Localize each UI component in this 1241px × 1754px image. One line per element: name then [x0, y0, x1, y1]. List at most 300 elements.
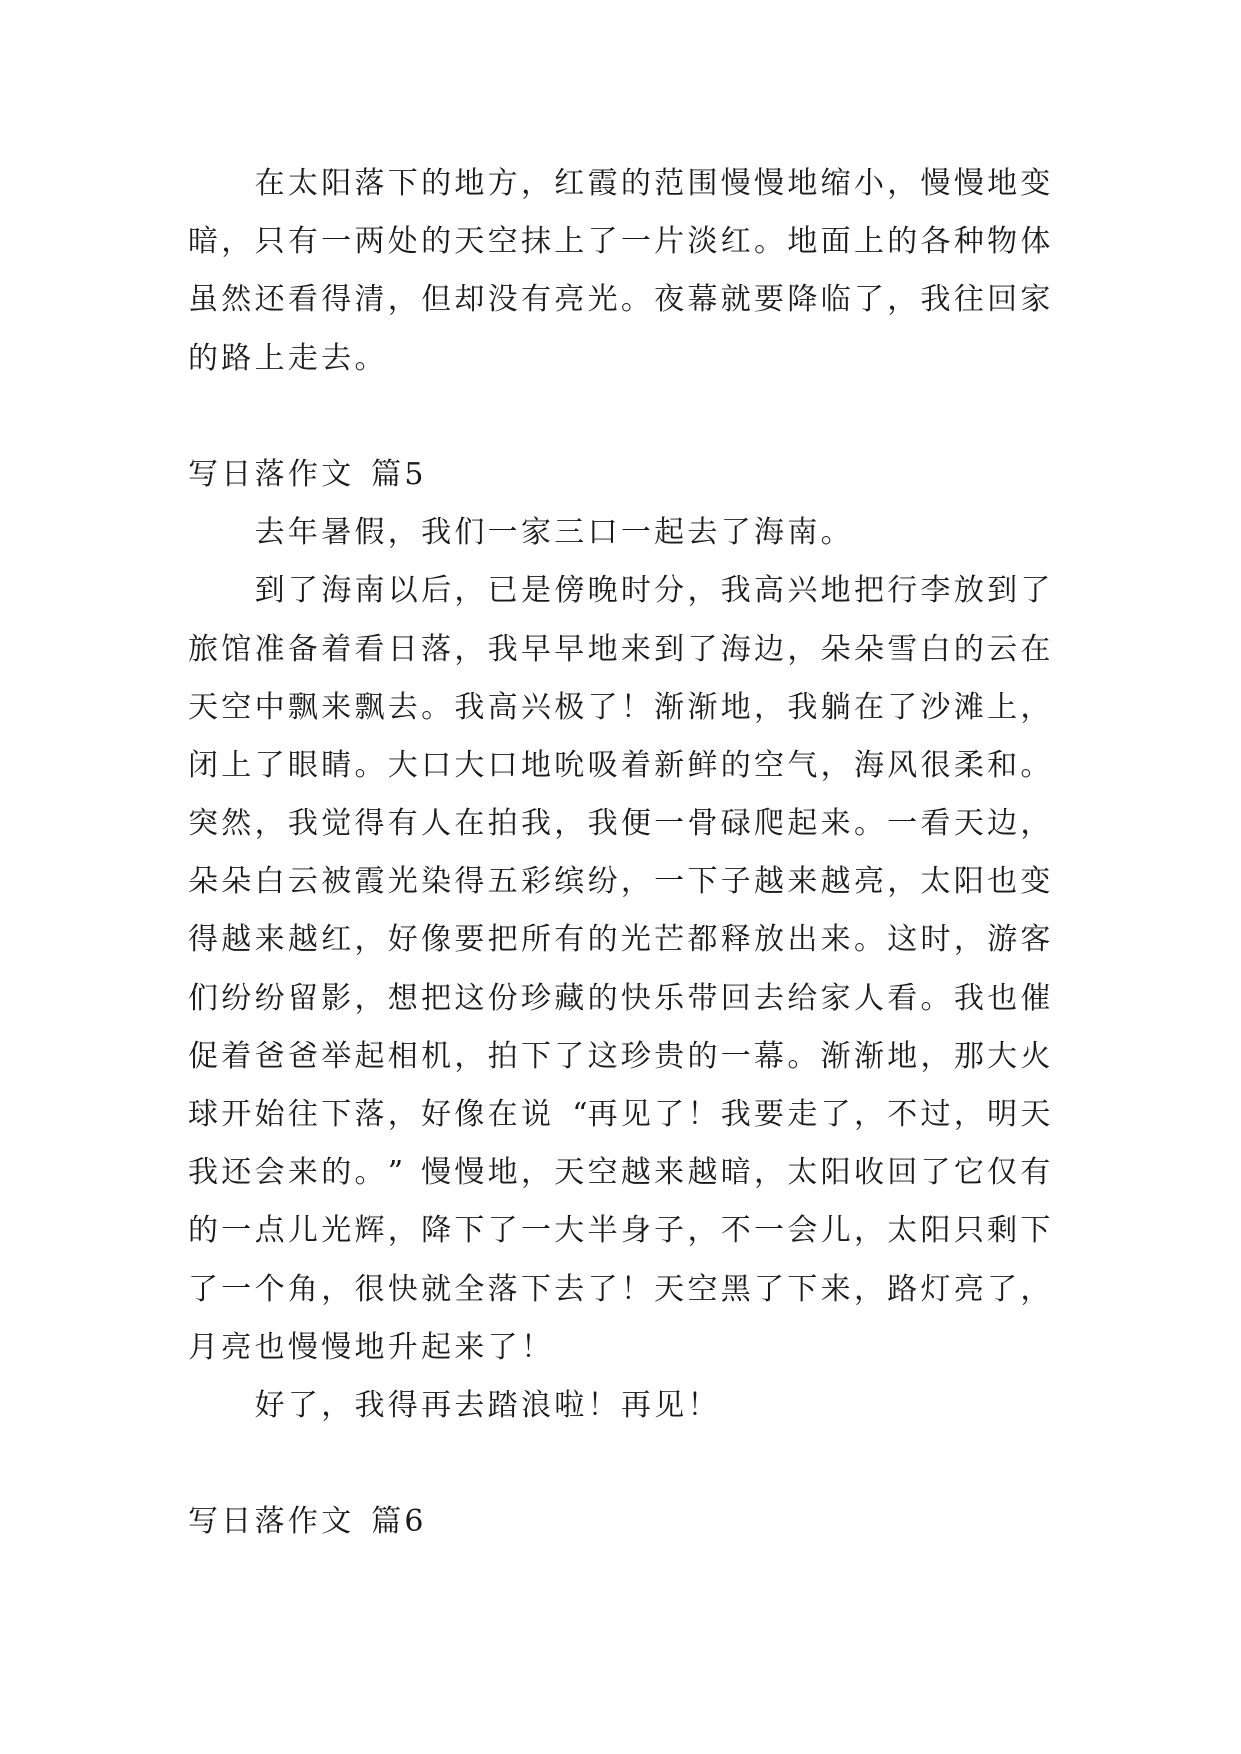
- text-character: 的: [887, 224, 918, 260]
- text-character: 我: [454, 689, 485, 725]
- text-character: 处: [387, 224, 418, 260]
- text-character: 黑: [720, 1271, 751, 1307]
- text-character: 越: [820, 864, 851, 900]
- text-character: 了: [687, 631, 718, 667]
- text-character: 暑: [321, 515, 352, 551]
- text-character: 来: [820, 1271, 851, 1307]
- text-character: 空: [754, 747, 785, 783]
- paragraph-farewell: [188, 1377, 1054, 1435]
- text-character: 一: [887, 806, 918, 842]
- text-character: 傍: [554, 573, 585, 609]
- text-character: 准: [254, 631, 285, 667]
- text-character: 来: [254, 922, 285, 958]
- text-character: 快: [620, 980, 651, 1016]
- text-character: 然: [221, 282, 252, 318]
- text-character: 着: [620, 747, 651, 783]
- text-character: 中: [254, 689, 285, 725]
- text-character: 晚: [587, 573, 618, 609]
- text-character: 下: [1020, 1213, 1051, 1249]
- text-character: 亮: [221, 1329, 252, 1365]
- text-character: 下: [520, 1038, 551, 1074]
- text-character: 贵: [654, 1038, 685, 1074]
- text-character: 幕: [687, 282, 718, 318]
- text-character: 缤: [554, 864, 585, 900]
- text-character: 也: [987, 980, 1018, 1016]
- text-character: 有: [1020, 1155, 1051, 1191]
- text-character: 在: [254, 166, 285, 201]
- text-character: 释: [720, 922, 751, 958]
- text-character: 躺: [820, 689, 851, 725]
- text-character: 再: [620, 1387, 651, 1423]
- text-character: 阳: [820, 1155, 851, 1191]
- text-character: ，: [687, 573, 718, 609]
- text-character: 五: [487, 864, 518, 900]
- text-character: 我: [421, 515, 452, 551]
- text-character: 的: [620, 166, 651, 201]
- text-character: 。: [820, 515, 851, 551]
- text-character: 体: [1020, 224, 1051, 260]
- text-character: 都: [687, 922, 718, 958]
- text-character: 家: [1020, 282, 1051, 318]
- text-character: ，: [687, 1213, 718, 1249]
- text-character: 去: [554, 1271, 585, 1307]
- text-character: 只: [254, 224, 285, 260]
- text-character: 闭: [188, 747, 218, 783]
- text-line: [188, 330, 1054, 388]
- text-character: 想: [387, 980, 418, 1016]
- text-character: 太: [787, 1155, 818, 1191]
- text-character: 起: [354, 1038, 385, 1074]
- text-character: 它: [953, 1155, 984, 1191]
- text-character: 只: [953, 1213, 984, 1249]
- text-character: ，: [254, 806, 285, 842]
- text-character: 突: [188, 806, 218, 842]
- text-line: [188, 1202, 1054, 1260]
- text-character: 回: [987, 282, 1018, 318]
- text-character: 地: [487, 1155, 518, 1191]
- text-character: 的: [188, 1213, 218, 1249]
- text-character: 碌: [720, 806, 751, 842]
- text-character: 然: [221, 806, 252, 842]
- text-character: 临: [820, 282, 851, 318]
- text-character: 这: [454, 980, 485, 1016]
- text-character: ！: [687, 1097, 718, 1132]
- text-character: 红: [720, 224, 751, 260]
- text-character: ！: [520, 1329, 551, 1365]
- text-character: ，: [454, 1038, 485, 1074]
- text-character: 地: [887, 1038, 918, 1074]
- text-character: 白: [920, 631, 951, 667]
- text-character: 变: [1020, 166, 1051, 201]
- text-character: 很: [354, 1271, 385, 1307]
- text-character: 红: [554, 166, 585, 201]
- text-character: 新: [654, 747, 685, 783]
- text-character: 开: [221, 1097, 252, 1132]
- text-character: 我: [587, 806, 618, 842]
- text-character: 降: [421, 1213, 452, 1249]
- text-character: 我: [720, 1097, 751, 1132]
- text-character: 一: [620, 224, 651, 260]
- text-character: 云: [987, 631, 1018, 667]
- text-character: 兴: [787, 573, 818, 609]
- text-character: 篇: [371, 1504, 402, 1540]
- text-character: 小: [853, 166, 884, 201]
- text-character: ，: [853, 1097, 884, 1132]
- text-character: 写: [188, 1504, 218, 1540]
- text-character: 一: [221, 1271, 252, 1307]
- text-character: 海: [321, 573, 352, 609]
- text-character: ，: [920, 1038, 951, 1074]
- text-character: 年: [287, 515, 318, 551]
- text-character: 朵: [221, 864, 252, 900]
- text-character: 放: [953, 573, 984, 609]
- text-character: 上: [987, 689, 1018, 725]
- text-character: 海: [853, 747, 884, 783]
- text-character: 那: [953, 1038, 984, 1074]
- text-character: 海: [720, 631, 751, 667]
- text-character: 种: [953, 224, 984, 260]
- text-character: 家: [520, 515, 551, 551]
- text-character: 去: [321, 340, 352, 376]
- text-character: 的: [953, 631, 984, 667]
- text-character: 染: [421, 864, 452, 900]
- text-character: 在: [487, 1097, 518, 1132]
- text-character: 路: [887, 1271, 918, 1307]
- text-character: 下: [520, 1271, 551, 1307]
- text-character: 三: [554, 515, 585, 551]
- text-character: 一: [520, 1213, 551, 1249]
- text-character: 我: [487, 631, 518, 667]
- text-character: 不: [720, 1213, 751, 1249]
- text-character: 各: [920, 224, 951, 260]
- text-character: ！: [620, 689, 651, 725]
- text-character: 。: [620, 282, 651, 318]
- text-character: 看: [354, 631, 385, 667]
- text-line: [188, 155, 1054, 213]
- text-character: 珍: [520, 980, 551, 1016]
- text-character: 了: [554, 1038, 585, 1074]
- text-character: 两: [354, 224, 385, 260]
- text-line: [188, 737, 1054, 795]
- text-character: 日: [221, 456, 252, 492]
- text-character: 云: [287, 864, 318, 900]
- text-character: 馆: [221, 631, 252, 667]
- text-character: 暗: [720, 1155, 751, 1191]
- text-character: 升: [387, 1329, 418, 1365]
- text-character: 灯: [920, 1271, 951, 1307]
- text-character: 鲜: [687, 747, 718, 783]
- text-character: 下: [687, 864, 718, 900]
- text-character: 回: [887, 1155, 918, 1191]
- text-character: 儿: [820, 1213, 851, 1249]
- text-character: 没: [487, 282, 518, 318]
- text-character: 空: [487, 224, 518, 260]
- text-character: 客: [1020, 922, 1051, 958]
- text-character: 慢: [953, 166, 984, 201]
- text-character: 兴: [520, 689, 551, 725]
- text-character: 们: [188, 980, 218, 1016]
- text-line: [188, 271, 1054, 329]
- text-character: 这: [887, 922, 918, 958]
- text-character: 纷: [254, 980, 285, 1016]
- text-character: 有: [287, 224, 318, 260]
- text-character: 变: [1020, 864, 1051, 900]
- text-character: ，: [953, 1097, 984, 1132]
- text-character: 白: [254, 864, 285, 900]
- text-character: 走: [787, 1097, 818, 1132]
- text-character: 留: [287, 980, 318, 1016]
- text-character: ，: [321, 1271, 352, 1307]
- text-character: 家: [820, 980, 851, 1016]
- text-character: 越: [687, 1155, 718, 1191]
- text-character: 得: [454, 864, 485, 900]
- text-character: 爬: [754, 806, 785, 842]
- text-character: 子: [720, 864, 751, 900]
- text-character: 人: [421, 806, 452, 842]
- text-character: 了: [287, 573, 318, 609]
- text-character: 海: [754, 515, 785, 551]
- text-character: ，: [1020, 806, 1051, 842]
- text-character: 得: [188, 922, 218, 958]
- text-character: 太: [920, 864, 951, 900]
- text-character: 我: [720, 573, 751, 609]
- text-character: 大: [987, 1038, 1018, 1074]
- text-character: 大: [387, 747, 418, 783]
- text-character: 文: [321, 1504, 352, 1540]
- text-character: 。: [754, 224, 785, 260]
- text-character: ，: [853, 1213, 884, 1249]
- text-character: 地: [787, 224, 818, 260]
- text-character: 纷: [587, 864, 618, 900]
- text-character: 太: [887, 1213, 918, 1249]
- text-character: 好: [421, 1097, 452, 1132]
- text-character: [354, 1493, 371, 1551]
- text-character: 一: [487, 515, 518, 551]
- text-character: 后: [421, 573, 452, 609]
- text-character: 慢: [321, 1329, 352, 1365]
- text-character: 面: [820, 224, 851, 260]
- text-character: 。: [421, 689, 452, 725]
- text-character: 起: [421, 1329, 452, 1365]
- text-character: 得: [387, 1387, 418, 1423]
- text-character: ，: [754, 689, 785, 725]
- text-character: 下: [787, 1271, 818, 1307]
- text-character: 了: [487, 1329, 518, 1365]
- text-character: 们: [454, 515, 485, 551]
- text-character: 边: [987, 806, 1018, 842]
- text-character: ！: [620, 1271, 651, 1307]
- text-character: 了: [587, 1271, 618, 1307]
- text-line: [188, 1086, 1054, 1144]
- text-character: 下: [387, 166, 418, 201]
- text-character: 我: [287, 806, 318, 842]
- text-character: 范: [654, 166, 685, 201]
- text-character: 被: [321, 864, 352, 900]
- text-character: 也: [254, 1329, 285, 1365]
- text-character: ，: [387, 1097, 418, 1132]
- text-character: 份: [487, 980, 518, 1016]
- text-character: 爸: [254, 1038, 285, 1074]
- text-character: 落: [354, 1097, 385, 1132]
- text-character: 上: [853, 224, 884, 260]
- text-character: 的: [687, 1038, 718, 1074]
- text-character: 霞: [354, 864, 385, 900]
- text-character: 红: [321, 922, 352, 958]
- text-character: 的: [188, 340, 218, 376]
- text-character: 边: [754, 631, 785, 667]
- text-character: 说: [520, 1097, 551, 1132]
- text-character: 彩: [520, 864, 551, 900]
- text-character: 慢: [920, 166, 951, 201]
- text-character: 假: [354, 515, 385, 551]
- text-character: 光: [620, 922, 651, 958]
- text-character: 抹: [520, 224, 551, 260]
- text-character: 地: [987, 166, 1018, 201]
- text-character: 会: [787, 1213, 818, 1249]
- text-character: 越: [221, 922, 252, 958]
- text-character: 看: [287, 282, 318, 318]
- text-character: 渐: [853, 1038, 884, 1074]
- text-character: 纷: [221, 980, 252, 1016]
- text-character: 。: [853, 922, 884, 958]
- text-character: 了: [987, 1271, 1018, 1307]
- text-character: 来: [820, 806, 851, 842]
- text-character: 一: [620, 515, 651, 551]
- text-character: 落: [354, 166, 385, 201]
- text-character: 全: [454, 1271, 485, 1307]
- text-character: 所: [520, 922, 551, 958]
- text-character: 明: [987, 1097, 1018, 1132]
- text-character: 觉: [321, 806, 352, 842]
- text-character: 慢: [454, 1155, 485, 1191]
- text-character: 不: [887, 1097, 918, 1132]
- text-character: 光: [587, 282, 618, 318]
- text-character: ，: [387, 515, 418, 551]
- text-character: 光: [387, 864, 418, 900]
- text-character: 了: [654, 1097, 685, 1132]
- text-character: 渐: [820, 1038, 851, 1074]
- blank-line: [188, 1435, 1054, 1493]
- text-character: 去: [387, 689, 418, 725]
- text-character: 地: [820, 573, 851, 609]
- text-character: ，: [454, 631, 485, 667]
- text-character: 了: [853, 282, 884, 318]
- text-character: 了: [188, 1271, 218, 1307]
- text-character: 慢: [720, 166, 751, 201]
- text-character: 了: [887, 689, 918, 725]
- text-character: 了: [487, 1213, 518, 1249]
- text-character: 看: [887, 980, 918, 1016]
- text-line: [188, 1144, 1054, 1202]
- text-character: 往: [287, 1097, 318, 1132]
- text-character: 文: [321, 456, 352, 492]
- text-character: 霞: [587, 166, 618, 201]
- text-character: 把: [853, 573, 884, 609]
- text-character: 落: [254, 456, 285, 492]
- text-character: 。: [354, 340, 385, 376]
- text-character: 有: [554, 922, 585, 958]
- text-character: 。: [354, 747, 385, 783]
- text-character: ，: [754, 1155, 785, 1191]
- text-character: 日: [387, 631, 418, 667]
- text-character: 6: [404, 1504, 424, 1540]
- text-character: ，: [887, 864, 918, 900]
- text-character: 一: [321, 224, 352, 260]
- text-character: 虽: [188, 282, 218, 318]
- text-character: ”: [387, 1155, 404, 1191]
- text-character: 去: [454, 1387, 485, 1423]
- text-character: 去: [754, 980, 785, 1016]
- text-character: 行: [887, 573, 918, 609]
- text-character: 在: [1020, 631, 1051, 667]
- text-character: 来: [454, 1329, 485, 1365]
- text-character: 地: [720, 689, 751, 725]
- text-character: ，: [1020, 1271, 1051, 1307]
- text-character: 我: [787, 689, 818, 725]
- text-character: 天: [188, 689, 218, 725]
- text-line: [188, 621, 1054, 679]
- text-character: 来: [787, 864, 818, 900]
- text-character: 便: [620, 806, 651, 842]
- text-character: 睛: [321, 747, 352, 783]
- text-character: 带: [687, 980, 718, 1016]
- text-character: 眼: [287, 747, 318, 783]
- text-character: 举: [321, 1038, 352, 1074]
- text-character: 机: [421, 1038, 452, 1074]
- text-character: 的: [321, 1155, 352, 1191]
- text-character: 天: [1020, 1097, 1051, 1132]
- text-character: 清: [354, 282, 385, 318]
- text-character: 一: [654, 806, 685, 842]
- text-character: 沙: [920, 689, 951, 725]
- text-character: 到: [987, 573, 1018, 609]
- text-character: 子: [654, 1213, 685, 1249]
- text-character: 空: [687, 1271, 718, 1307]
- text-character: 旅: [188, 631, 218, 667]
- text-character: 越: [620, 1155, 651, 1191]
- text-character: 一: [654, 864, 685, 900]
- text-character: 芒: [654, 922, 685, 958]
- text-character: 口: [421, 747, 452, 783]
- text-character: 一: [720, 1038, 751, 1074]
- text-character: 浪: [520, 1387, 551, 1423]
- text-character: 渐: [687, 689, 718, 725]
- text-character: 再: [587, 1097, 618, 1132]
- text-character: 地: [354, 1329, 385, 1365]
- text-character: ，: [354, 922, 385, 958]
- text-character: 光: [321, 1213, 352, 1249]
- text-character: 的: [720, 747, 751, 783]
- text-line: [188, 1028, 1054, 1086]
- text-character: 李: [920, 573, 951, 609]
- text-character: 像: [421, 922, 452, 958]
- text-character: 来: [287, 1155, 318, 1191]
- text-character: 得: [354, 806, 385, 842]
- text-character: 太: [287, 166, 318, 201]
- text-character: 地: [520, 747, 551, 783]
- text-line: [188, 679, 1054, 737]
- text-character: 见: [654, 1387, 685, 1423]
- text-character: 天: [554, 1155, 585, 1191]
- text-character: ，: [620, 864, 651, 900]
- text-character: 降: [787, 282, 818, 318]
- text-character: 天: [953, 806, 984, 842]
- text-character: 。: [920, 980, 951, 1016]
- text-character: 方: [487, 166, 518, 201]
- text-character: 口: [487, 747, 518, 783]
- section-heading-5: [188, 446, 1054, 504]
- text-character: 走: [287, 340, 318, 376]
